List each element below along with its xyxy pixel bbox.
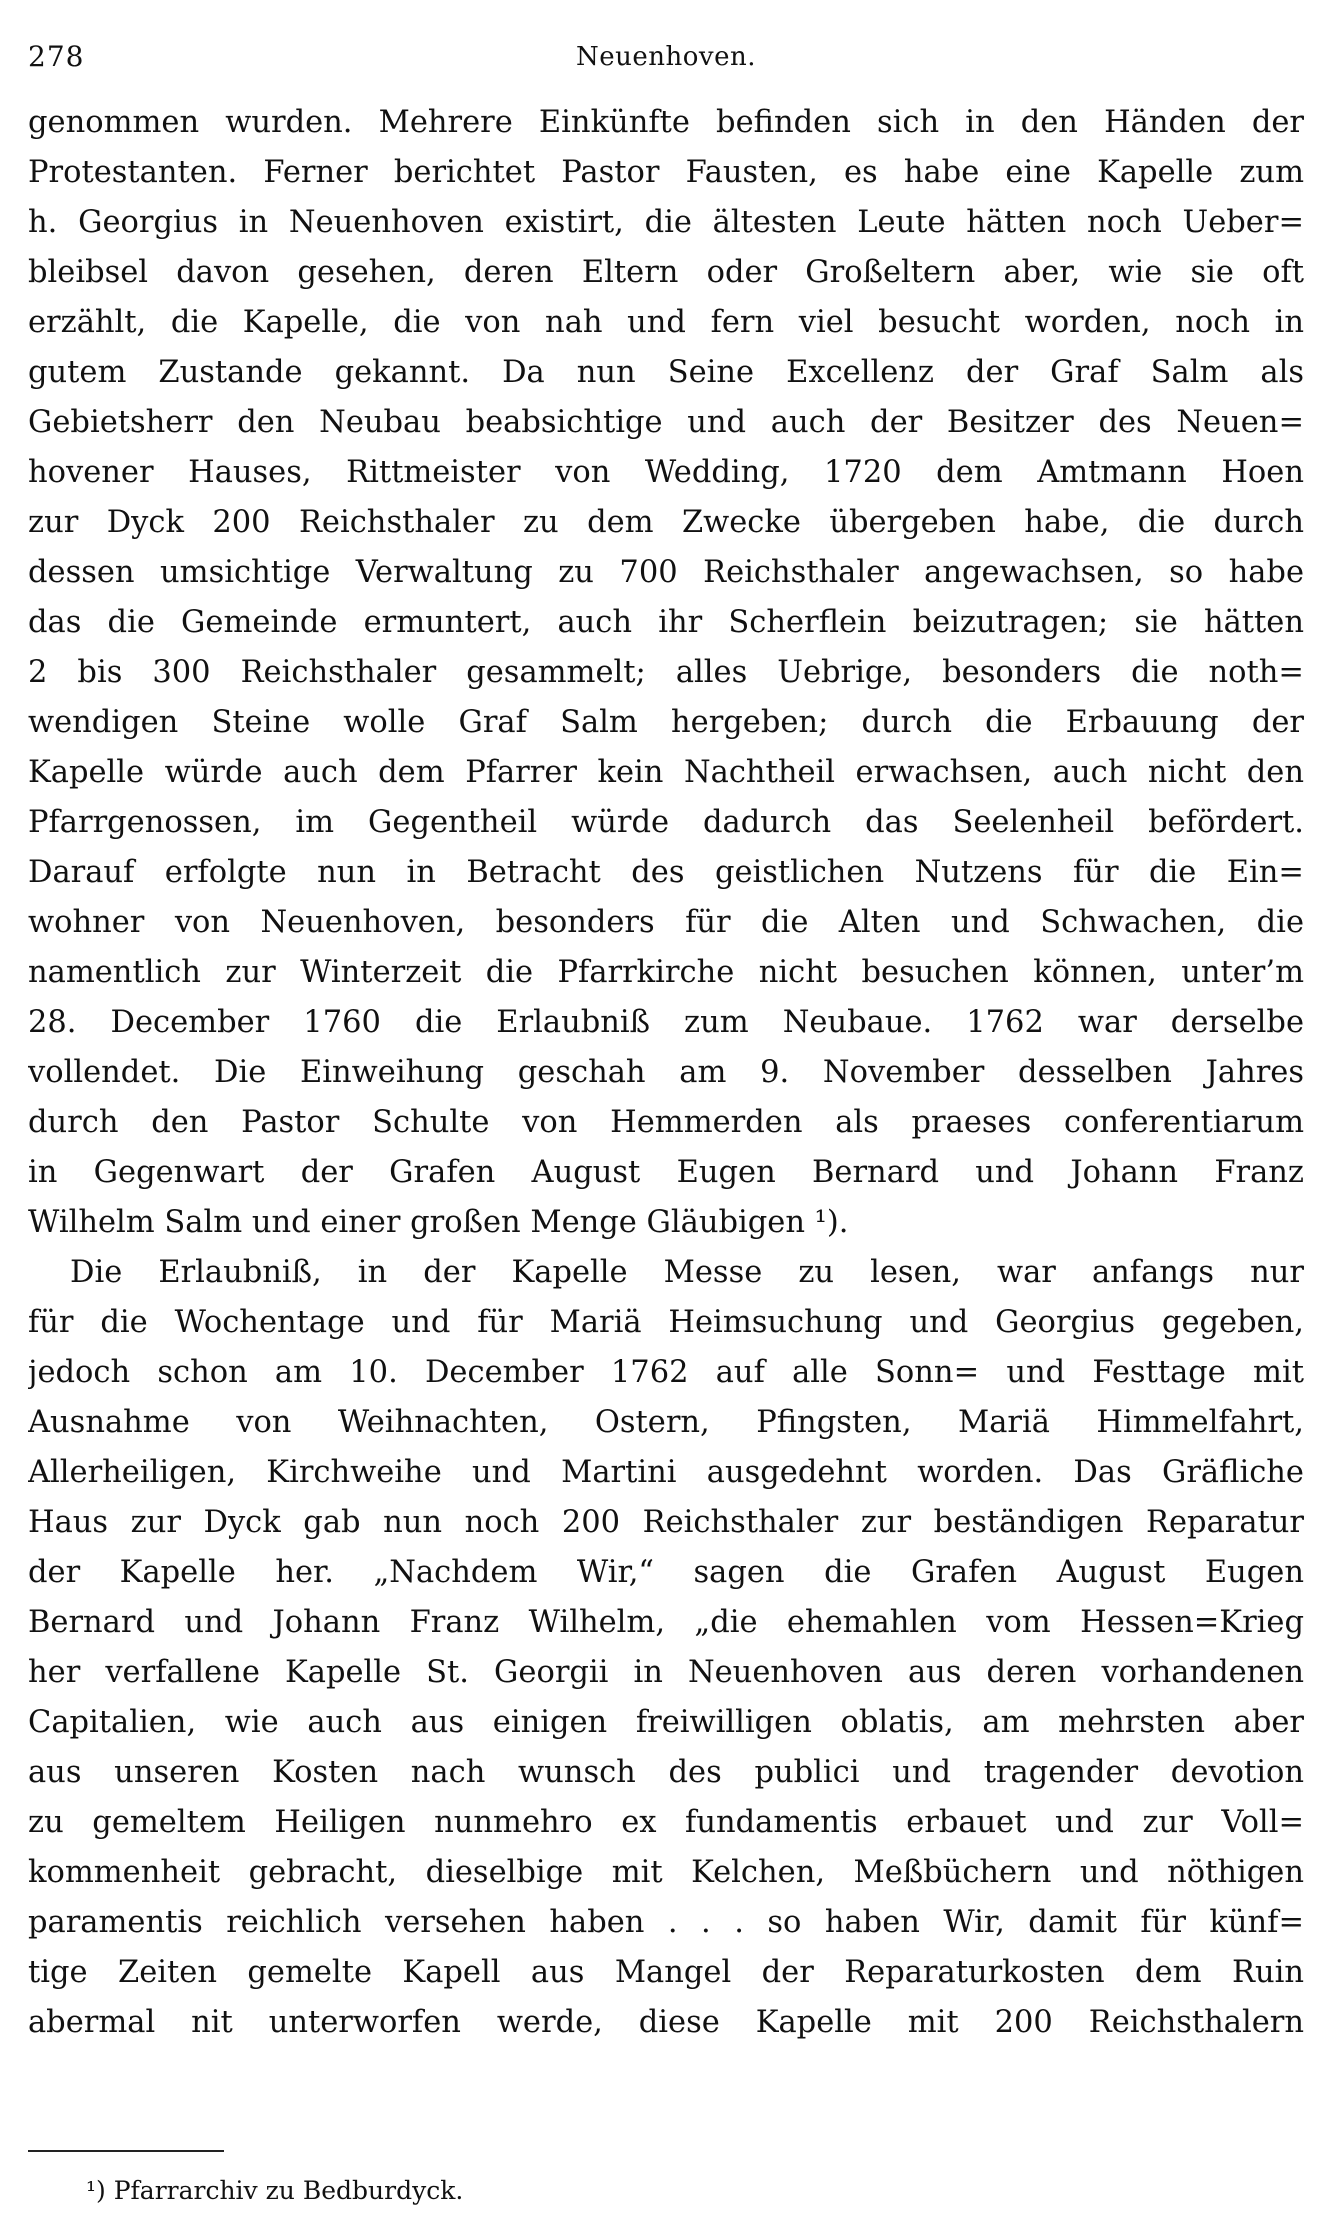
text-line: in Gegenwart der Grafen August Eugen Bernard und Johann Franz [28,1155,1304,1190]
text-line: Darauf erfolgte nun in Betracht des geistlichen Nutzens für die Ein= [28,855,1304,890]
body-text [28,98,1304,2048]
text-line: aus unseren Kosten nach wunsch des publici und tragender devotion [28,1755,1304,1790]
text-line: Ausnahme von Weihnachten, Ostern, Pfingsten, Mariä Himmelfahrt, [28,1405,1304,1440]
text-line: genommen wurden. Mehrere Einkünfte befinden sich in den Händen der [28,105,1304,140]
text-line: das die Gemeinde ermuntert, auch ihr Scherflein beizutragen; sie hätten [28,605,1304,640]
book-page [28,40,1304,2048]
text-line: gutem Zustande gekannt. Da nun Seine Excellenz der Graf Salm als [28,355,1304,390]
text-line: Pfarrgenossen, im Gegentheil würde dadurch das Seelenheil befördert. [28,805,1304,840]
text-line: hovener Hauses, Rittmeister von Wedding, 1720 dem Amtmann Hoen [28,455,1304,490]
text-line: der Kapelle her. „Nachdem Wir,“ sagen die Grafen August Eugen [28,1555,1304,1590]
paragraph-end-line: Wilhelm Salm und einer großen Menge Gläubigen ¹). [28,1205,849,1240]
text-line: vollendet. Die Einweihung geschah am 9. November desselben Jahres [28,1055,1304,1090]
text-line: durch den Pastor Schulte von Hemmerden als praeses conferentiarum [28,1105,1304,1140]
text-line: Bernard und Johann Franz Wilhelm, „die ehemahlen vom Hessen=Krieg [28,1605,1304,1640]
text-line: bleibsel davon gesehen, deren Eltern oder Großeltern aber, wie sie oft [28,255,1304,290]
text-line: Gebietsherr den Neubau beabsichtige und auch der Besitzer des Neuen= [28,405,1304,440]
text-line: wohner von Neuenhoven, besonders für die Alten und Schwachen, die [28,905,1304,940]
text-line: abermal nit unterworfen werde, diese Kapelle mit 200 Reichsthalern [28,2005,1304,2040]
text-line: h. Georgius in Neuenhoven existirt, die ältesten Leute hätten noch Ueber= [28,205,1304,240]
text-line: zur Dyck 200 Reichsthaler zu dem Zwecke übergeben habe, die durch [28,505,1304,540]
page-number: 278 [28,40,85,73]
text-line: Capitalien, wie auch aus einigen freiwilligen oblatis, am mehrsten aber [28,1705,1304,1740]
text-line: Protestanten. Ferner berichtet Pastor Fausten, es habe eine Kapelle zum [28,155,1304,190]
text-line: 2 bis 300 Reichsthaler gesammelt; alles Uebrige, besonders die noth= [28,655,1304,690]
text-line: Kapelle würde auch dem Pfarrer kein Nachtheil erwachsen, auch nicht den [28,755,1304,790]
paragraph-start-line: Die Erlaubniß, in der Kapelle Messe zu lesen, war anfangs nur [70,1255,1304,1290]
text-line: wendigen Steine wolle Graf Salm hergeben; durch die Erbauung der [28,705,1304,740]
text-line: 28. December 1760 die Erlaubniß zum Neubaue. 1762 war derselbe [28,1005,1304,1040]
footnote-divider [28,2150,224,2152]
text-line: Haus zur Dyck gab nun noch 200 Reichsthaler zur beständigen Reparatur [28,1505,1304,1540]
text-line: tige Zeiten gemelte Kapell aus Mangel der Reparaturkosten dem Ruin [28,1955,1304,1990]
text-line: für die Wochentage und für Mariä Heimsuchung und Georgius gegeben, [28,1305,1304,1340]
running-title: Neuenhoven. [576,42,756,72]
page-header [28,40,1304,90]
text-line: jedoch schon am 10. December 1762 auf alle Sonn= und Festtage mit [28,1355,1304,1390]
footnote: ¹) Pfarrarchiv zu Bedburdyck. [86,2176,464,2205]
text-line: namentlich zur Winterzeit die Pfarrkirche nicht besuchen können, unter’m [28,955,1304,990]
text-line: Allerheiligen, Kirchweihe und Martini ausgedehnt worden. Das Gräfliche [28,1455,1304,1490]
text-line: kommenheit gebracht, dieselbige mit Kelchen, Meßbüchern und nöthigen [28,1855,1304,1890]
text-line: her verfallene Kapelle St. Georgii in Neuenhoven aus deren vorhandenen [28,1655,1304,1690]
text-line: erzählt, die Kapelle, die von nah und fern viel besucht worden, noch in [28,305,1304,340]
text-line: dessen umsichtige Verwaltung zu 700 Reichsthaler angewachsen, so habe [28,555,1304,590]
text-line: paramentis reichlich versehen haben . . . so haben Wir, damit für künf= [28,1905,1304,1940]
text-line: zu gemeltem Heiligen nunmehro ex fundamentis erbauet und zur Voll= [28,1805,1304,1840]
